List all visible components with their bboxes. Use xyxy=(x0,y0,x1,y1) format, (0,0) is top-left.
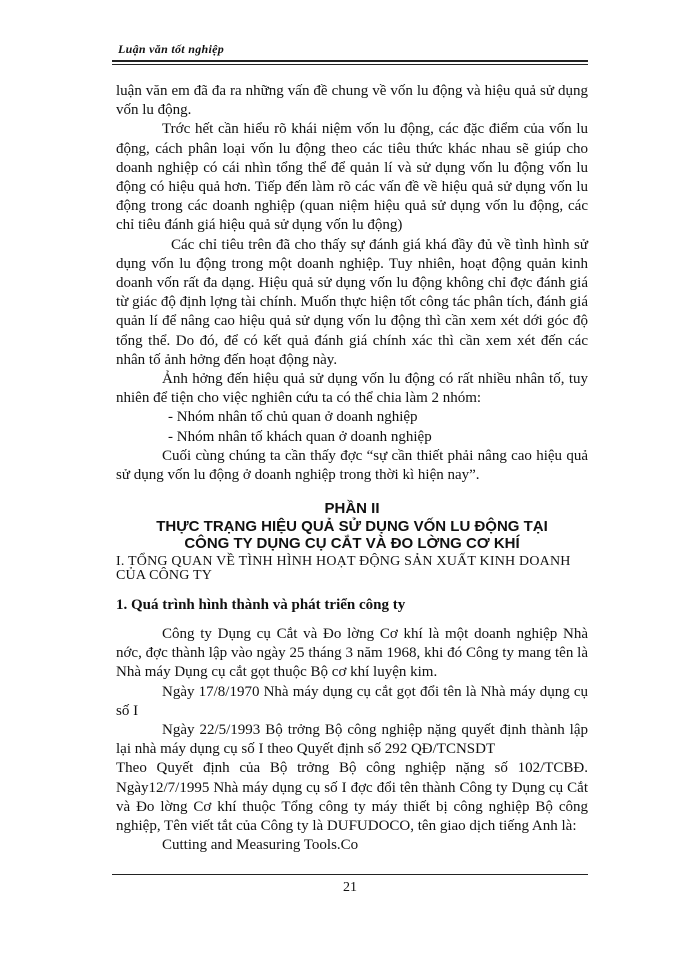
intro-paragraph-2: Trớc hết cần hiểu rõ khái niệm vốn lu động, các đặc điểm của vốn lu động, cách phân loại vốn lu động theo các tiêu thức khác nhau sẽ giúp cho doanh nghiệp có cái nhìn tổng thể để quản lí và sử dụng vốn lu động vốn lu động có hiệu quả hơn. Tiếp đến làm rõ các vấn đề về hiệu quả sử dụng vốn lu động trong các doanh nghiệp (quan niệm hiệu quả sử dụng vốn lu động, các chỉ tiêu đánh giá hiệu quả sử dụng vốn lu động) xyxy=(116,121,588,234)
subsection-heading: 1. Quá trình hình thành và phát triển công ty xyxy=(116,597,406,613)
intro-text-block xyxy=(116,82,588,485)
bullet-subjective-factors: - Nhóm nhân tố chủ quan ở doanh nghiệp xyxy=(168,409,418,426)
history-paragraph-4: Theo Quyết định của Bộ trởng Bộ công nghiệp nặng số 102/TCBĐ. Ngày12/7/1995 Nhà máy dụng cụ số I đợc đổi tên thành Công ty Dụng cụ Cắt và Đo lờng Cơ khí thuộc Tổng công ty máy thiết bị công nghiệp Bộ công nghiệp, Tên viết tắt của Công ty là DUFUDOCO, tên giao dịch tiếng Anh là: xyxy=(116,760,588,835)
intro-paragraph-1: luận văn em đã đa ra những vấn đề chung về vốn lu động và hiệu quả sử dụng vốn lu động. xyxy=(116,83,588,119)
part-title-line-2: CÔNG TY DỤNG CỤ CẮT VÀ ĐO LỜNG CƠ KHÍ xyxy=(184,535,520,552)
section-heading: I. TỔNG QUAN VỀ TÌNH HÌNH HOẠT ĐỘNG SẢN XUẤT KINH DOANH CỦA CÔNG TY xyxy=(116,554,571,583)
running-header-title: Luận văn tốt nghiệp xyxy=(118,42,225,56)
header-rule-thick xyxy=(112,60,588,62)
intro-paragraph-3: Các chỉ tiêu trên đã cho thấy sự đánh giá khá đầy đủ về tình hình sử dụng vốn lu động trong một doanh nghiệp. Tuy nhiên, hoạt động quản kinh doanh vốn rất đa dạng. Hiệu quả sử dụng vốn lu động không chỉ đợc đánh giá từ giác độ định lợng tài chính. Muốn thực hiện tốt công tác phân tích, đánh giá quản lí để nâng cao hiệu quả sử dụng vốn lu động thì cần xem xét dới góc độ tổng thể. Do đó, để có kết quả đánh giá chính xác thì cần xem xét đến các nhân tố ảnh hởng đến hoạt động này. xyxy=(116,236,588,368)
part-title-line-1: THỰC TRẠNG HIỆU QUẢ SỬ DỤNG VỐN LU ĐỘNG TẠI xyxy=(156,518,548,535)
header-rule-thin xyxy=(112,64,588,65)
part-heading xyxy=(116,500,588,552)
history-paragraph-2: Ngày 17/8/1970 Nhà máy dụng cụ cắt gọt đổi tên là Nhà máy dụng cụ số I xyxy=(116,683,588,719)
footer-rule xyxy=(112,874,588,875)
bullet-objective-factors: - Nhóm nhân tố khách quan ở doanh nghiệp xyxy=(168,428,432,445)
intro-paragraph-4: Ảnh hởng đến hiệu quả sử dụng vốn lu động có rất nhiều nhân tố, tuy nhiên để tiện cho việc nghiên cứu ta có thể chia làm 2 nhóm: xyxy=(116,371,588,407)
history-paragraph-1: Công ty Dụng cụ Cắt và Đo lờng Cơ khí là một doanh nghiệp Nhà nớc, đợc thành lập vào ngày 25 tháng 3 năm 1968, khi đó Công ty mang tên là Nhà máy Dụng cụ cắt gọt thuộc Bộ cơ khí luyện kim. xyxy=(116,626,588,681)
page-number: 21 xyxy=(343,880,357,895)
company-english-name: Cutting and Measuring Tools.Co xyxy=(162,837,359,854)
intro-paragraph-5: Cuối cùng chúng ta cần thấy đợc “sự cần thiết phải nâng cao hiệu quả sử dụng vốn lu động ở doanh nghiệp trong thời kì hiện nay”. xyxy=(116,447,588,484)
part-label: PHẦN II xyxy=(324,500,380,517)
history-paragraph-3: Ngày 22/5/1993 Bộ trởng Bộ công nghiệp nặng quyết định thành lập lại nhà máy dụng cụ số I theo Quyết định số 292 QĐ/TCNSDT xyxy=(116,722,588,758)
history-text-block xyxy=(116,625,588,855)
